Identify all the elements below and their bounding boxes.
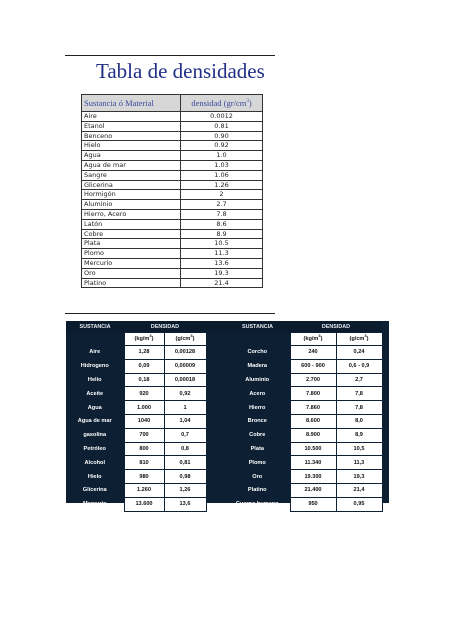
density-kg-right: 600 - 900	[290, 359, 336, 373]
density-value: 1.03	[181, 160, 263, 170]
table-row	[82, 141, 263, 151]
table-row	[82, 190, 263, 200]
substance-name-left: Hidrogeno	[80, 363, 109, 370]
substance-name: Etanol	[82, 121, 181, 131]
table-row	[66, 442, 382, 456]
table-row	[82, 239, 263, 249]
table-row	[82, 219, 263, 229]
substance-name: Plata	[82, 239, 181, 249]
density-value: 1.0	[181, 151, 263, 161]
header-density-right: DENSIDAD	[290, 321, 382, 333]
substance-name: Hormigón	[82, 190, 181, 200]
density-g-right: 0,24	[336, 346, 382, 360]
substance-name-left: Mercurio	[82, 501, 107, 508]
substance-name: Benceno	[82, 131, 181, 141]
density-g-left: 0,7	[164, 428, 206, 442]
table2-units-row	[66, 333, 382, 346]
substance-name-left: Glicerina	[82, 487, 107, 494]
substance-name-right: Cobre	[249, 432, 266, 439]
density-value: 0.0012	[181, 112, 263, 122]
table-row	[82, 112, 263, 122]
density-value: 1.26	[181, 180, 263, 190]
density-kg-right: 21.400	[290, 483, 336, 497]
density-value: 0.81	[181, 121, 263, 131]
page-title: Tabla de densidades	[96, 59, 265, 83]
substance-name-right: Corcho	[247, 349, 268, 356]
table-row	[82, 170, 263, 180]
substance-name: Cobre	[82, 229, 181, 239]
unit-g-right: $(g/cm^3)$	[336, 333, 382, 346]
density-kg-left: 1.000	[124, 401, 164, 415]
density-g-left: 0,92	[164, 387, 206, 401]
table-row	[82, 151, 263, 161]
substance-name-right: Aluminio	[245, 376, 270, 383]
density-g-right: 0,6 - 0,9	[336, 359, 382, 373]
substance-name-left: Aceite	[86, 390, 104, 397]
density-g-right: 19,3	[336, 470, 382, 484]
density-value: 13.6	[181, 258, 263, 268]
substance-name-right: Bronce	[247, 418, 267, 425]
table-row	[82, 278, 263, 288]
table-row	[66, 401, 382, 415]
substance-name: Agua	[82, 151, 181, 161]
substance-name-left: Helio	[87, 376, 102, 383]
unit-kg-right: $(kg/m^3)$	[290, 333, 336, 346]
density-kg-left: 810	[124, 456, 164, 470]
substance-name: Oro	[82, 268, 181, 278]
substance-name: Sangre	[82, 170, 181, 180]
density-value: 7.8	[181, 209, 263, 219]
table-row	[66, 373, 382, 387]
density-kg-left: 980	[124, 470, 164, 484]
density-kg-right: 8.900	[290, 428, 336, 442]
density-kg-right: 10.500	[290, 442, 336, 456]
density-value: 19.3	[181, 268, 263, 278]
density-value: 8.6	[181, 219, 263, 229]
header-substance-left: SUSTANCIA	[66, 321, 124, 333]
table-row	[66, 497, 382, 511]
density-g-right: 0,95	[336, 497, 382, 511]
substance-name-left: Hielo	[87, 473, 102, 480]
table-row	[66, 470, 382, 484]
density-value: 8.9	[181, 229, 263, 239]
density-g-left: 0,8	[164, 442, 206, 456]
density-kg-right: 19.300	[290, 470, 336, 484]
table2-header-row	[66, 321, 382, 333]
table-row	[82, 258, 263, 268]
substance-name-left: Petróleo	[83, 445, 106, 452]
density-value: 1.06	[181, 170, 263, 180]
substance-name-right: Platino	[247, 487, 267, 494]
substance-name-left: Aire	[89, 349, 101, 356]
density-kg-right: 950	[290, 497, 336, 511]
density-g-left: 0,00009	[164, 359, 206, 373]
table-row	[82, 180, 263, 190]
top-rule	[65, 55, 275, 56]
substance-name-left: Agua	[87, 404, 102, 411]
density-value: 11.3	[181, 249, 263, 259]
density-kg-right: 2.700	[290, 373, 336, 387]
density-kg-right: 7.860	[290, 401, 336, 415]
substance-name: Hielo	[82, 141, 181, 151]
table-row	[82, 131, 263, 141]
density-kg-left: 800	[124, 442, 164, 456]
density-g-left: 1,04	[164, 414, 206, 428]
table-row	[82, 249, 263, 259]
substance-name-right: Hierro	[249, 404, 266, 411]
density-g-right: 10,5	[336, 442, 382, 456]
substance-name-right: Plata	[250, 445, 264, 452]
substance-name: Platino	[82, 278, 181, 288]
density-g-right: 8,0	[336, 414, 382, 428]
header-density: densidad $(gr/cm^3)$	[181, 95, 263, 112]
table-row	[82, 209, 263, 219]
table-row	[66, 428, 382, 442]
table-row	[66, 387, 382, 401]
substance-name-right: Madera	[247, 363, 268, 370]
substance-name-left: Alcohol	[84, 459, 105, 466]
density-value: 2	[181, 190, 263, 200]
density-g-left: 0,98	[164, 470, 206, 484]
table-row	[66, 414, 382, 428]
substance-name-right: Acero	[249, 390, 266, 397]
density-g-right: 7,8	[336, 387, 382, 401]
density-kg-right: 240	[290, 346, 336, 360]
density-g-left: 1	[164, 401, 206, 415]
density-table-detailed	[66, 321, 389, 508]
density-g-left: 0,00018	[164, 373, 206, 387]
header-substance: Sustancia ó Material	[82, 95, 181, 112]
density-kg-right: 11.340	[290, 456, 336, 470]
density-kg-left: 700	[124, 428, 164, 442]
table-row	[66, 346, 382, 360]
density-g-left: 0,00128	[164, 346, 206, 360]
density-kg-left: 920	[124, 387, 164, 401]
density-g-left: 13,6	[164, 497, 206, 511]
substance-name: Hierro, Acero	[82, 209, 181, 219]
unit-g-left: $(g/cm^3)$	[164, 333, 206, 346]
substance-name-right: Plomo	[248, 459, 266, 466]
substance-name-right: Oro	[252, 473, 263, 480]
substance-name-left: gasolina	[83, 432, 107, 439]
header-density-left: DENSIDAD	[124, 321, 206, 333]
density-kg-right: 7.800	[290, 387, 336, 401]
density-kg-right: 8.600	[290, 414, 336, 428]
table-row	[82, 200, 263, 210]
density-g-left: 1,26	[164, 483, 206, 497]
density-kg-left: 13.600	[124, 497, 164, 511]
density-value: 21.4	[181, 278, 263, 288]
table-row	[66, 359, 382, 373]
substance-name: Agua de mar	[82, 160, 181, 170]
table-header-row	[82, 95, 263, 112]
density-g-right: 8,9	[336, 428, 382, 442]
density-kg-left: 0,09	[124, 359, 164, 373]
density-table-simple	[81, 94, 263, 288]
density-g-left: 0,81	[164, 456, 206, 470]
substance-name: Mercurio	[82, 258, 181, 268]
table-row	[66, 483, 382, 497]
density-kg-left: 1,28	[124, 346, 164, 360]
density-value: 0.92	[181, 141, 263, 151]
unit-kg-left: $(kg/m^3)$	[124, 333, 164, 346]
table-row	[82, 268, 263, 278]
middle-rule	[65, 313, 275, 314]
table-row	[66, 456, 382, 470]
substance-name-right: Cuerpo humano	[235, 501, 279, 508]
density-value: 2.7	[181, 200, 263, 210]
density-kg-left: 1.260	[124, 483, 164, 497]
density-kg-left: 0,18	[124, 373, 164, 387]
header-substance-right: SUSTANCIA	[225, 321, 290, 333]
density-value: 10.5	[181, 239, 263, 249]
substance-name: Latón	[82, 219, 181, 229]
table-row	[82, 121, 263, 131]
density-g-right: 11,3	[336, 456, 382, 470]
substance-name: Glicerina	[82, 180, 181, 190]
substance-name-left: Agua de mar	[77, 418, 112, 425]
substance-name: Aire	[82, 112, 181, 122]
substance-name: Aluminio	[82, 200, 181, 210]
density-g-right: 21,4	[336, 483, 382, 497]
table-row	[82, 229, 263, 239]
density-g-right: 7,8	[336, 401, 382, 415]
table-row	[82, 160, 263, 170]
substance-name: Plomo	[82, 249, 181, 259]
density-g-right: 2,7	[336, 373, 382, 387]
density-kg-left: 1040	[124, 414, 164, 428]
density-value: 0.90	[181, 131, 263, 141]
